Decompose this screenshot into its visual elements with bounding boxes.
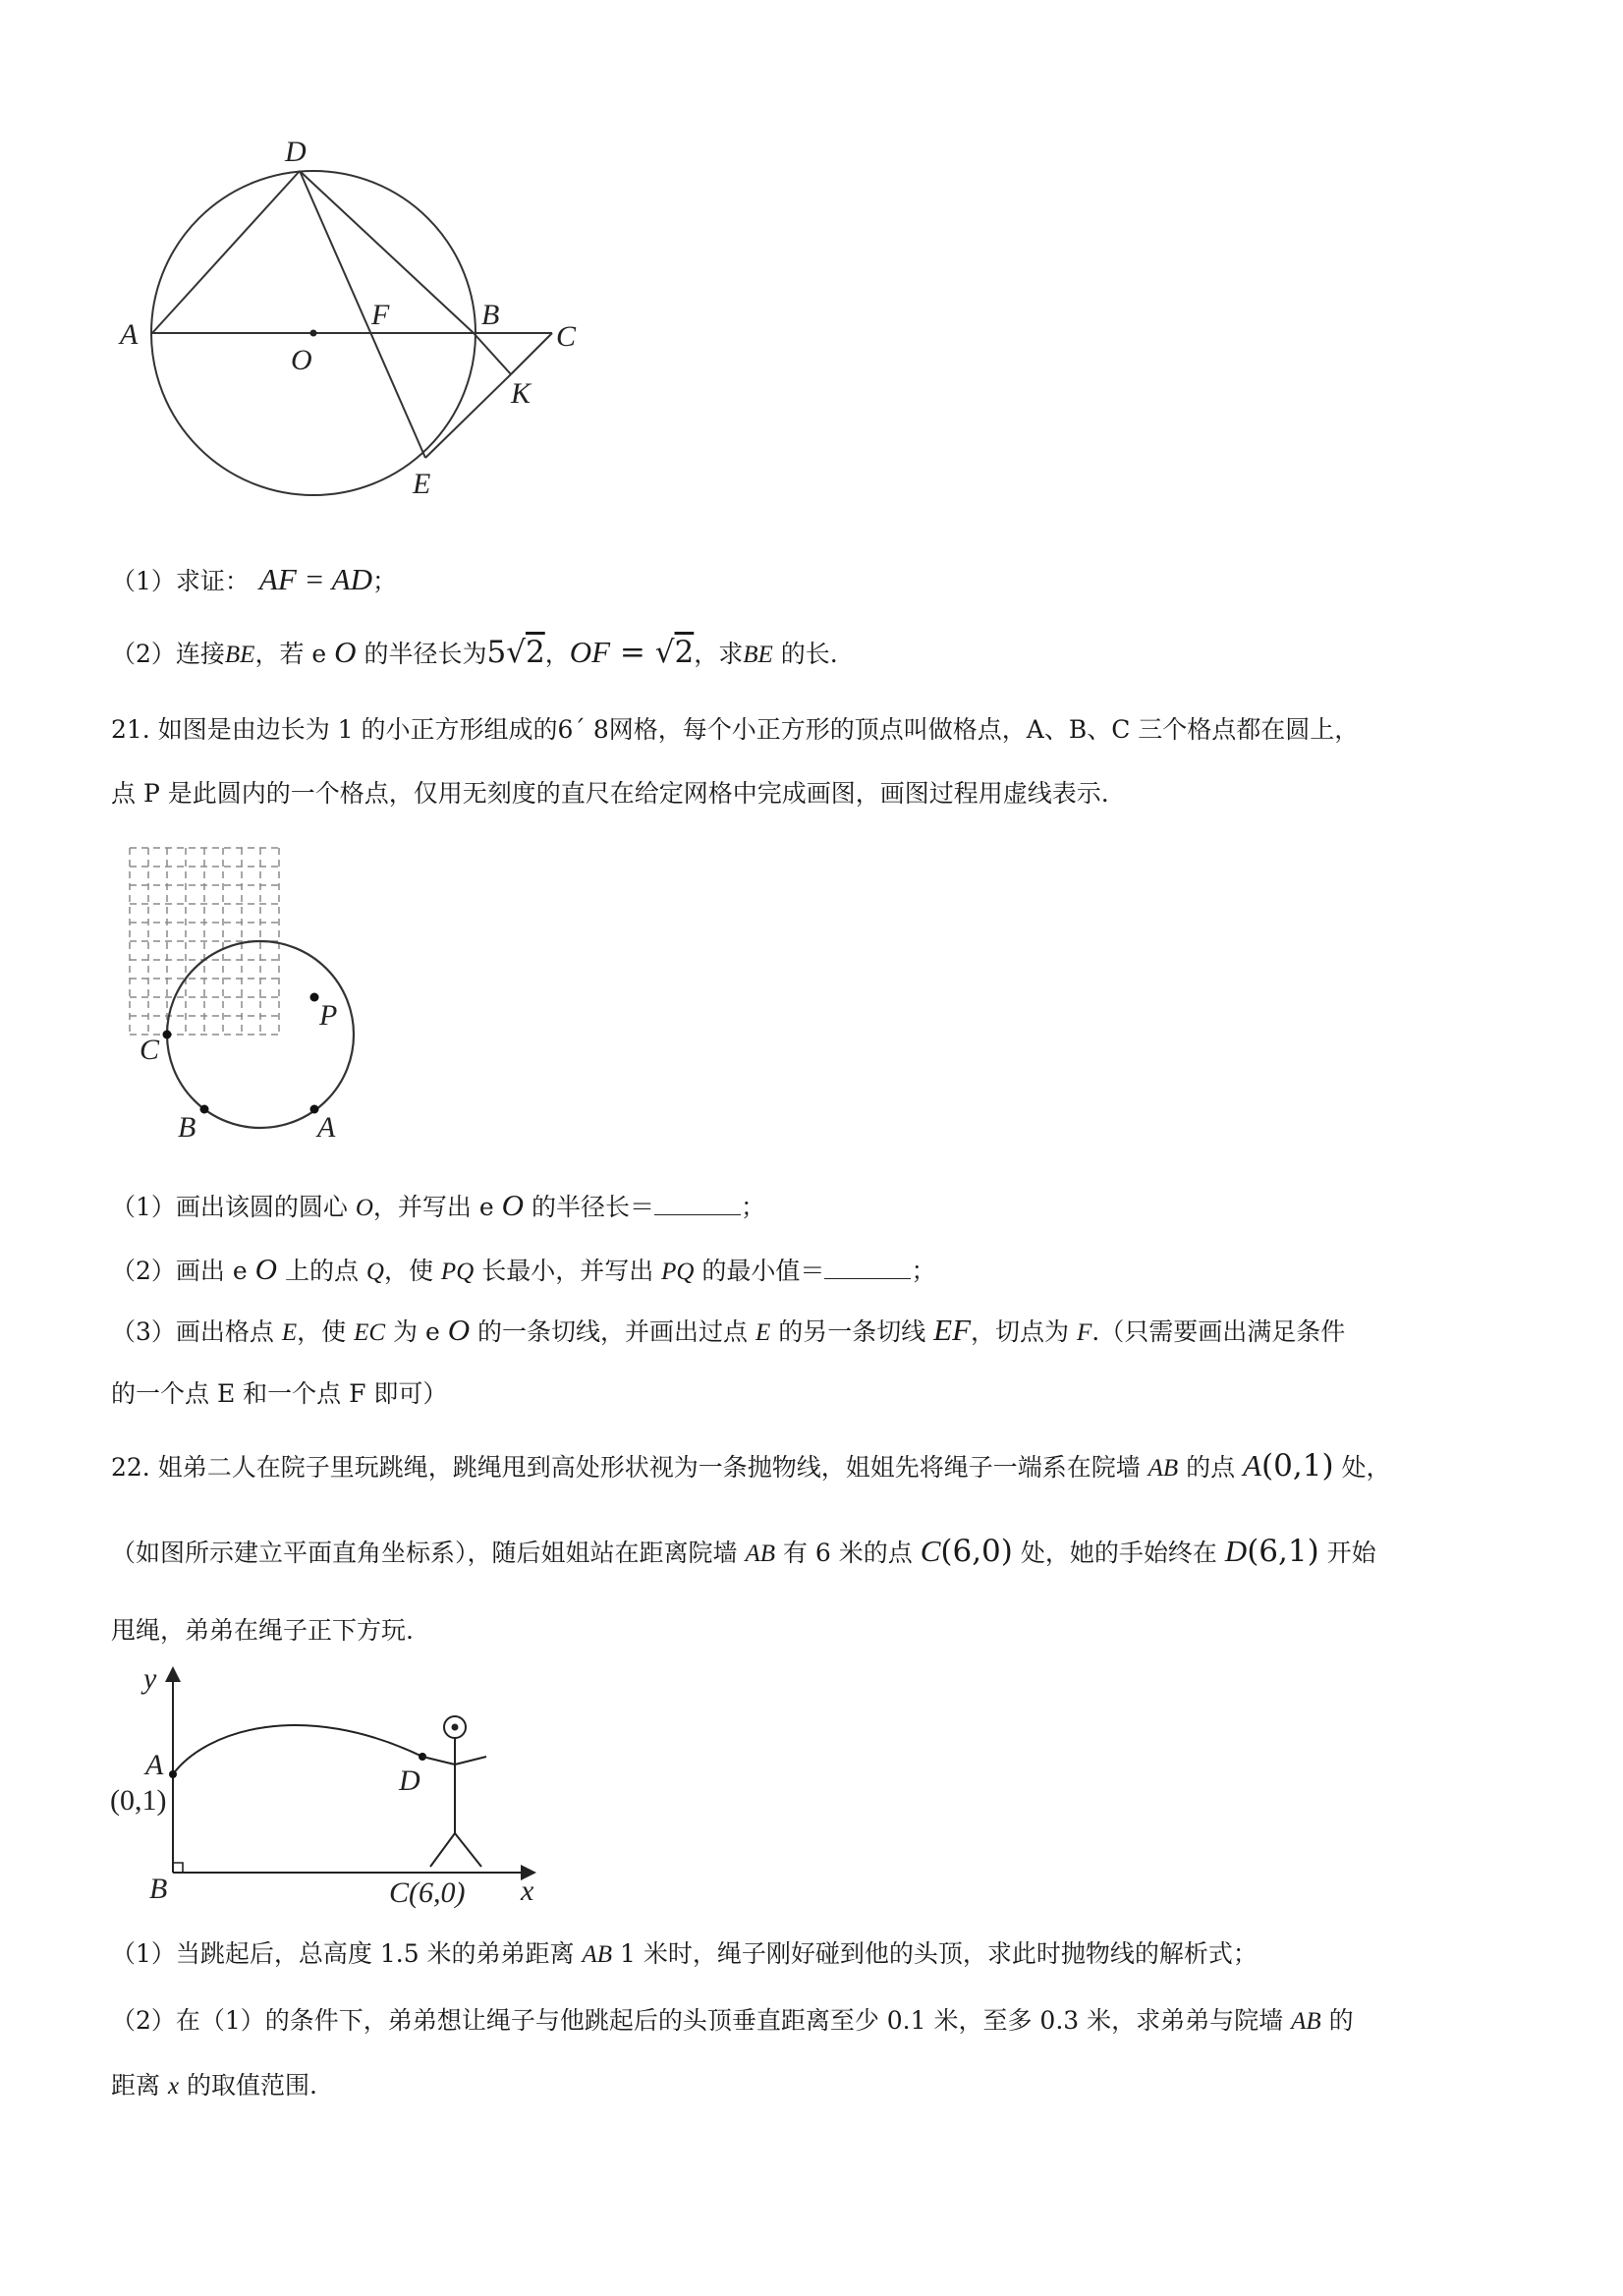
q22-line1-ab: AB — [1147, 1455, 1179, 1482]
q21-part3-o: O — [447, 1313, 471, 1347]
q20-part2-t2: 的半径长为 — [356, 640, 487, 668]
label-o: O — [291, 344, 312, 376]
q21-part3-t6: ，切点为 — [971, 1317, 1077, 1346]
q20-radius-radicand: 2 — [526, 635, 545, 670]
q22-part1-t2: 1 米时，绳子刚好碰到他的头顶，求此时抛物线的解析式； — [612, 1939, 1258, 1968]
q22-point-a: A — [1243, 1448, 1262, 1483]
q21-part2 — [111, 1253, 935, 1289]
label-b: B — [178, 1111, 196, 1144]
answer-blank-pq[interactable] — [824, 1253, 911, 1279]
q22-line2-t1: （如图所示建立平面直角坐标系），随后姐姐站在距离院墙 — [111, 1539, 746, 1567]
q21-part2-o: O — [254, 1252, 277, 1286]
q22-part2-line2 — [111, 2069, 317, 2103]
q21-part1 — [111, 1189, 765, 1225]
label-a: A — [317, 1111, 336, 1144]
circle-geometry-figure — [98, 128, 609, 501]
q22-line1-t1: 22. 姐弟二人在院子里玩跳绳，跳绳甩到高处形状视为一条抛物线，姐姐先将绳子一端系在院墙 — [111, 1453, 1148, 1482]
q21-part2-pq: PQ — [440, 1259, 475, 1285]
label-b: B — [149, 1873, 168, 1905]
q22-part1 — [111, 1937, 1258, 1972]
answer-blank-radius[interactable] — [654, 1189, 741, 1215]
q21-part2-t2: 上的点 — [277, 1257, 366, 1285]
q21-part1-o2: O — [501, 1188, 525, 1222]
q21-part1-t2: ，并写出 e — [372, 1193, 502, 1221]
q21-part1-t3: 的半径长＝ — [524, 1193, 654, 1221]
label-d: D — [285, 136, 307, 168]
q22-part1-t1: （1）当跳起后，总高度 1.5 米的弟弟距离 — [111, 1939, 583, 1968]
segment-bk — [474, 333, 511, 374]
label-a-coord: (0,1) — [110, 1784, 167, 1817]
segment-de — [300, 171, 425, 458]
q21-line2: 点 P 是此圆内的一个格点，仅用无刻度的直尺在给定网格中完成画图，画图过程用虚线表示. — [111, 779, 1109, 808]
q22-part2-ab: AB — [1291, 2008, 1321, 2035]
q20-part1-math: AF = AD — [258, 562, 372, 596]
right-angle-mark — [173, 1863, 183, 1873]
q22-part2-t1: （2）在（1）的条件下，弟弟想让绳子与他跳起后的头顶垂直距离至少 0.1 米，至多 0.3 米，求弟弟与院墙 — [111, 2006, 1292, 2035]
label-c: C(6,0) — [389, 1876, 466, 1909]
label-e: E — [413, 468, 431, 500]
q22-line2-t4: 开始 — [1318, 1539, 1376, 1567]
q21-part3-ef: EF — [933, 1313, 972, 1347]
q21-part2-t4: 长最小，并写出 — [474, 1257, 662, 1285]
point-a-dot — [169, 1770, 177, 1778]
q21-part3-e2: E — [755, 1319, 771, 1346]
q20-of-radicand: 2 — [674, 635, 695, 670]
q20-part2-prefix: （2）连接 — [111, 640, 225, 668]
label-a: A — [120, 318, 139, 351]
label-k: K — [511, 377, 532, 410]
q22-point-c: C — [920, 1534, 941, 1568]
q22-line2-t3: 处，她的手始终在 — [1012, 1539, 1225, 1567]
q21-part2-t6: ； — [911, 1257, 936, 1285]
q20-part2-t4: ，求 — [694, 640, 744, 668]
q21-part3-ec: EC — [354, 1319, 386, 1346]
q22-part2-x: x — [167, 2073, 180, 2100]
center-dot — [310, 330, 317, 337]
q20-part2-t3: ， — [544, 640, 570, 668]
label-c: C — [140, 1034, 160, 1066]
label-d: D — [399, 1764, 420, 1797]
q21-part3-e: E — [281, 1319, 298, 1346]
q22-part2-t2: 的 — [1320, 2006, 1354, 2035]
q21-part3-t7: .（只需要画出满足条件 — [1091, 1317, 1346, 1346]
q21-part1-o: O — [355, 1195, 373, 1221]
label-f: F — [371, 299, 390, 331]
q20-part2-be: BE — [224, 642, 255, 668]
point-c — [163, 1031, 172, 1039]
q22-line1 — [111, 1449, 1391, 1485]
segment-kc — [511, 333, 552, 374]
q22-point-d-coord: (6,1) — [1247, 1534, 1319, 1569]
rope-parabola — [173, 1725, 422, 1774]
q21-part3-f: F — [1077, 1319, 1092, 1346]
q22-part2-l2-t2: 的取值范围. — [179, 2071, 317, 2100]
q21-line1: 21. 如图是由边长为 1 的小正方形组成的6´ 8网格，每个小正方形的顶点叫做格点，A、B、C 三个格点都在圆上， — [111, 715, 1360, 744]
segment-ad — [152, 171, 300, 333]
point-p — [310, 993, 319, 1002]
q22-point-d: D — [1224, 1534, 1248, 1568]
stick-figure — [422, 1716, 486, 1867]
q22-point-c-coord: (6,0) — [940, 1534, 1013, 1569]
point-b — [200, 1105, 209, 1114]
sqrt-sign: √ — [506, 635, 526, 670]
q21-part2-t1: （2）画出 e — [111, 1257, 255, 1285]
q22-line1-t2: 的点 — [1178, 1453, 1244, 1482]
label-c: C — [556, 320, 577, 353]
q22-line1-t3: 处， — [1333, 1453, 1391, 1482]
q20-part2-t5: 的长. — [772, 640, 838, 668]
sqrt-sign: √ — [654, 635, 675, 670]
q20-part1 — [111, 563, 397, 598]
q22-part1-ab: AB — [582, 1941, 613, 1968]
q21-part1-t1: （1）画出该圆的圆心 — [111, 1193, 356, 1221]
label-y: y — [143, 1662, 157, 1695]
q20-part1-suffix: ； — [371, 567, 397, 595]
q22-line2-t2: 有 6 米的点 — [775, 1539, 921, 1567]
q20-part2-o: O — [334, 635, 357, 669]
segment-ek — [425, 374, 511, 458]
q21-part2-t5: 的最小值＝ — [694, 1257, 825, 1285]
q22-part2-line1 — [111, 2004, 1354, 2039]
q20-eq: = — [610, 635, 655, 670]
q20-part2-be2: BE — [743, 642, 773, 668]
q20-part1-prefix: （1）求证： — [111, 567, 250, 595]
q21-part3-line2: 的一个点 E 和一个点 F 即可） — [111, 1379, 448, 1408]
label-a: A — [145, 1749, 164, 1781]
label-x: x — [521, 1875, 534, 1907]
q20-part2 — [111, 636, 838, 672]
q20-part2-t1: ，若 e — [254, 640, 335, 668]
q21-part3-t3: 为 e — [385, 1317, 448, 1346]
q22-part2-l2-t1: 距离 — [111, 2071, 168, 2100]
q22-point-a-coord: (0,1) — [1261, 1448, 1334, 1484]
jump-rope-figure — [98, 1660, 570, 1916]
label-p: P — [319, 999, 338, 1032]
q22-line2-ab: AB — [745, 1540, 775, 1567]
q20-radius-coef: 5 — [486, 635, 507, 670]
q21-part3-t2: ，使 — [297, 1317, 355, 1346]
q21-part1-t4: ； — [740, 1193, 765, 1221]
q20-of: OF — [569, 635, 611, 669]
q21-part3-t1: （3）画出格点 — [111, 1317, 282, 1346]
q21-part2-t3: ，使 — [383, 1257, 441, 1285]
q21-part3-t4: 的一条切线，并画出过点 — [470, 1317, 756, 1346]
grid-circle-figure — [113, 840, 368, 1154]
q21-part2-q: Q — [365, 1259, 384, 1285]
q21-part2-pq2: PQ — [661, 1259, 695, 1285]
q21-part3-t5: 的另一条切线 — [770, 1317, 934, 1346]
q22-line2 — [111, 1535, 1376, 1571]
q21-part3-line1 — [111, 1314, 1345, 1350]
q22-line3: 甩绳，弟弟在绳子正下方玩. — [111, 1616, 414, 1645]
label-b: B — [481, 299, 500, 331]
